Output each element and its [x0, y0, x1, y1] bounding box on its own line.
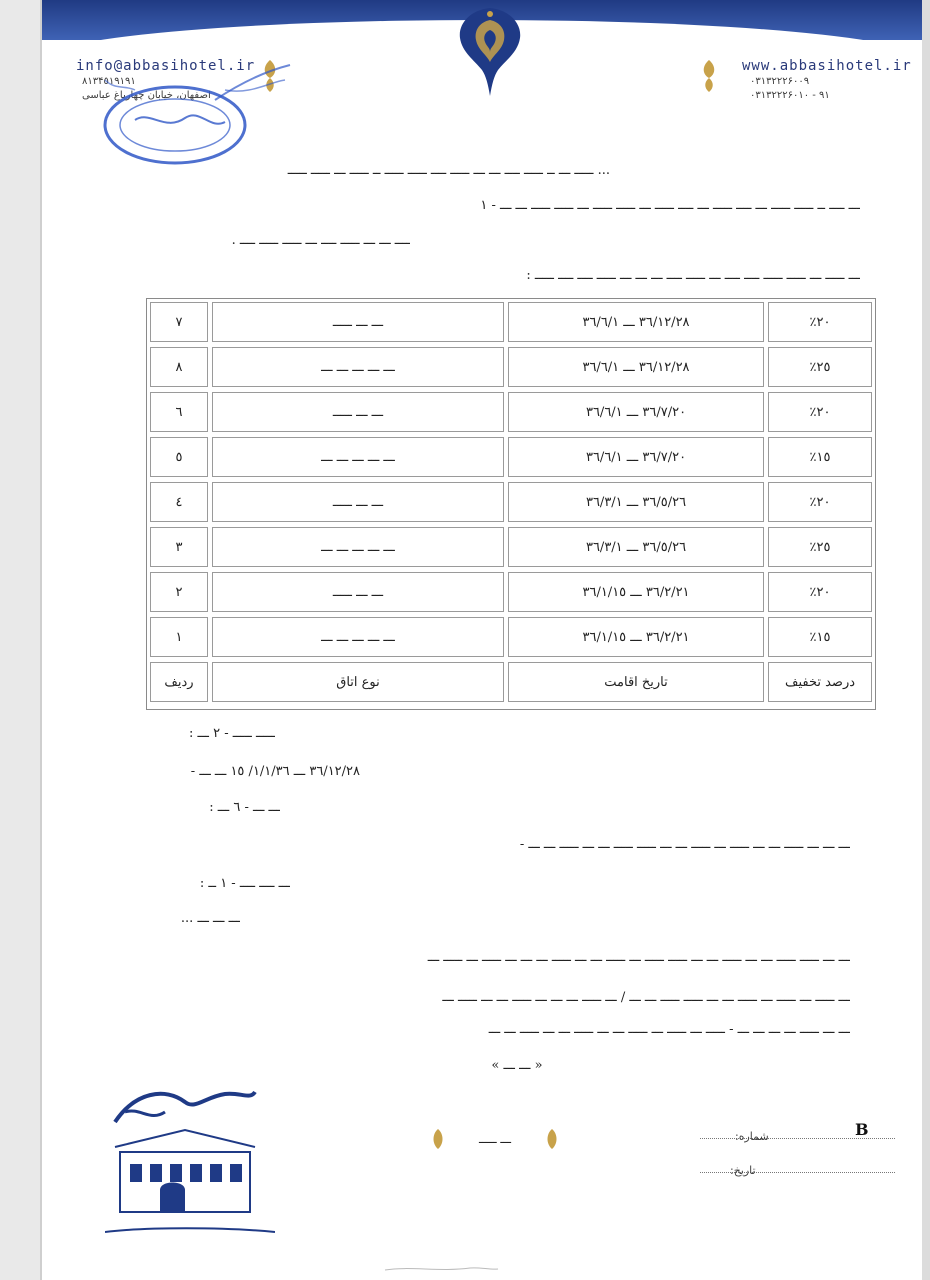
row-number: ٧ [150, 302, 208, 342]
footer-center-text: ـــ ـــــ [479, 1132, 511, 1146]
row-number: ٢ [150, 572, 208, 612]
table-row [150, 617, 872, 657]
number-label: شماره: [735, 1130, 769, 1143]
header-address: اصفهان، خیابان چهارباغ عباسی [82, 90, 211, 101]
row-number: ٣ [150, 527, 208, 567]
header-phone: ۰۳۱۳۲۲۲۶۰۰۹ [750, 76, 810, 87]
stay-date: ٣٦/١٢/٢٨ ـــ ٣٦/٦/١ [508, 302, 764, 342]
table-header-row [150, 662, 872, 702]
row-number: ٦ [150, 392, 208, 432]
closing-line: « ـــ ـــ » [491, 1058, 543, 1073]
table-row [150, 437, 872, 477]
row-number: ٤ [150, 482, 208, 522]
discount-percent: ٢٠٪ [768, 572, 872, 612]
room-type: ـــ ـــ ـــــ [212, 482, 504, 522]
stamp-icon [95, 60, 295, 170]
note-3-text: ـــ ـــ ـــ ... [180, 911, 240, 926]
stay-date: ٣٦/٧/٢٠ ـــ ٣٦/٦/١ [508, 437, 764, 477]
scan-right-edge [922, 0, 930, 1280]
row-number: ٨ [150, 347, 208, 387]
header-email: info@abbasihotel.ir [76, 58, 256, 74]
body-paragraph-3: ـــ ـــ ـــــ ـــ ـــ ـــ ـــ - ـــــ ـــ ـــــ ـــ ـــــ ـــ ـــ ـــــ ـــ ـــ ـــــ ـــ ـــ [488, 1022, 850, 1037]
scan-left-edge [0, 0, 40, 1280]
header-fax: ۰۳۱۳۲۲۲۶۰۱۰ - ۹۱ [750, 90, 830, 101]
row-number: ٥ [150, 437, 208, 477]
scan-smudge-icon [380, 1262, 500, 1276]
body-line-4: ـــ ـــــ ـــ ـــــ ـــــ ــــ ــــ ـــ ـــــ ــــ ـــ ـــ ـــ ـــــ ــــ ــــ ـــــ : [526, 268, 860, 283]
discount-percent: ٢٥٪ [768, 527, 872, 567]
row-number: ١ [150, 617, 208, 657]
date-label: تاریخ: [730, 1164, 756, 1177]
table-row [150, 392, 872, 432]
discount-percent: ٢٠٪ [768, 482, 872, 522]
room-type: ـــ ـــ ـــــ [212, 392, 504, 432]
header-website: www.abbasihotel.ir [742, 58, 912, 74]
body-paragraph-2: ـــ ـــــ ـــ ـــــ ـــ ـــــ ـــ ـــ ـــــ ـــــ ـــ ـــ / ـــ ـــــ ـــ ـــ ـــ ـــــ ـــ ـــ ـــــ ـــ [442, 990, 850, 1005]
header-discount: درصد تخفیف [768, 662, 872, 702]
room-type: ـــ ـــ ـــ ـــ ـــ [212, 617, 504, 657]
table-row [150, 527, 872, 567]
stay-date: ٣٦/٧/٢٠ ـــ ٣٦/٦/١ [508, 392, 764, 432]
footer-left-ornament-icon [426, 1128, 450, 1150]
stay-date: ٣٦/٥/٢٦ ـــ ٣٦/٣/١ [508, 482, 764, 522]
note-1-title: ـــــ ـــــ - ٢ ـــ : [189, 726, 275, 741]
header-right-flower-icon [694, 58, 724, 94]
discount-percent: ٢٥٪ [768, 347, 872, 387]
body-paragraph-1: ـــ ـــ ـــــ ـــــ ـــ ـــ ـــــ ـــ ـــ ـــــ ـــــ ـــ ـــــ ـــ ـــ ـــــ ـــ ـــ ـــ ـــــ ـــ ـــــ ـــ [427, 950, 850, 965]
footer-right-ornament-icon [540, 1128, 564, 1150]
note-2-title: ـــ ـــ - ٦ ـــ : [209, 800, 280, 815]
stay-date: ٣٦/٥/٢٦ ـــ ٣٦/٣/١ [508, 527, 764, 567]
discount-percent: ١٥٪ [768, 617, 872, 657]
hotel-logo-icon [105, 1082, 275, 1242]
body-line-2: ـــ ــــ ــ ـــــ ـــــ ـــ ــــ ـــــ ـــ ــــ ـــــ ـــ ـــــ ـــــ ـــ ـــــ ـــــ ـــ ـــ - ١ [480, 198, 860, 213]
room-type: ـــ ـــ ـــ ـــ ـــ [212, 437, 504, 477]
header-stay-date: تاریخ اقامت [508, 662, 764, 702]
body-line-3: ــــ ـــ ـــ ـــــ ــــ ـــ ـــــ ـــــ ــــ . [231, 233, 410, 248]
table-row [150, 572, 872, 612]
table-row [150, 482, 872, 522]
note-1-text: ٣٦/١٢/٢٨ ـــ ١/١/٣٦/ ١٥ ـــ ـــ - [190, 764, 360, 779]
letterhead-ornament-icon [430, 0, 550, 100]
room-type: ـــ ـــ ـــــ [212, 572, 504, 612]
note-2-text: ـــ ـــ ـــ ـــــ ـــ ـــ ـــــ ـــ ـــــ ـــ ـــ ـــــ ـــــ ـــ ـــ ـــــ ـــ ـــ - [519, 837, 850, 852]
header-row-number: ردیف [150, 662, 208, 702]
stay-date: ٣٦/٢/٢١ ـــ ٣٦/١/١٥ [508, 617, 764, 657]
letter-b: B [855, 1120, 869, 1139]
table-row [150, 347, 872, 387]
note-3-title: ـــ ــــ ــــ - ١ ــ : [199, 876, 290, 891]
header-postal-code: ٨١٣۴٥١٩١٩١ [82, 76, 136, 87]
table-row [150, 302, 872, 342]
header-room-type: نوع اتاق [212, 662, 504, 702]
scan-edge-line [40, 0, 42, 1280]
room-type: ـــ ـــ ـــ ـــ ـــ [212, 527, 504, 567]
stay-date: ٣٦/١٢/٢٨ ـــ ٣٦/٦/١ [508, 347, 764, 387]
room-type: ـــ ـــ ـــــ [212, 302, 504, 342]
stay-date: ٣٦/٢/٢١ ـــ ٣٦/١/١٥ [508, 572, 764, 612]
discount-percent: ٢٠٪ [768, 302, 872, 342]
body-line-1: ... ـــــ ـــ ــ ـــــ ــــ ـــ ـــ ـــــ ــــ ـــــ ـــــ ــ ـــــ ـــ ـــــ ـــــ [287, 163, 610, 178]
discount-percent: ٢٠٪ [768, 392, 872, 432]
discount-table [146, 298, 876, 710]
discount-percent: ١٥٪ [768, 437, 872, 477]
room-type: ـــ ـــ ـــ ـــ ـــ [212, 347, 504, 387]
